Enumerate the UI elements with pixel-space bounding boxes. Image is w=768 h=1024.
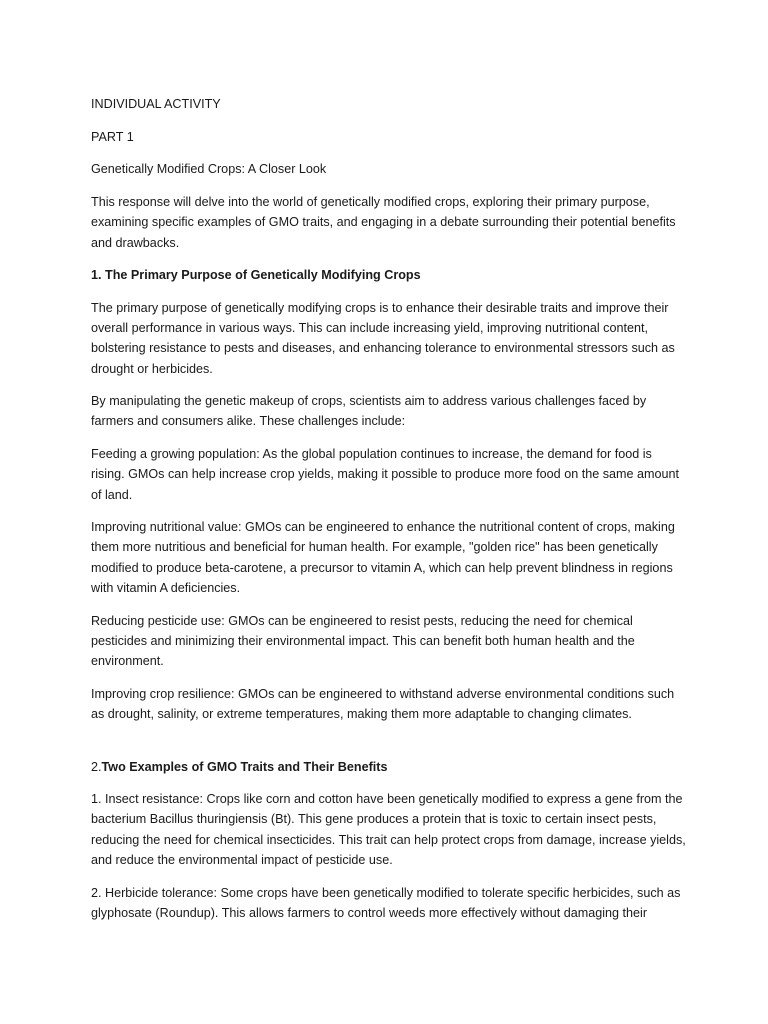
document-title: Genetically Modified Crops: A Closer Look [91, 162, 327, 177]
section-1-paragraph: The primary purpose of genetically modifying crops is to enhance their desirable traits and improve their overall performance in various ways. This can include increasing yield, improving nutritional content, bolstering resistance to pests and diseases, and enhancing tolerance to environmental stressors such as drought or herbicides. [91, 300, 675, 376]
section-2-heading-number: 2. [91, 759, 102, 774]
section-2-paragraph: 1. Insect resistance: Crops like corn and cotton have been genetically modified to express a gene from the bacterium Bacillus thuringiensis (Bt). This gene produces a protein that is toxic to certain insect pests, reducing the need for chemical insecticides. This trait can help protect crops from damage, increase yields, and reduce the environmental impact of pesticide use. [91, 792, 686, 867]
document-body [91, 94, 687, 936]
section-2-paragraph: 2. Herbicide tolerance: Some crops have been genetically modified to tolerate specific herbicides, such as glyphosate (Roundup). This allows farmers to control weeds more effectively without damaging their [91, 885, 681, 920]
blank-line [91, 737, 687, 757]
section-2-heading-text: Two Examples of GMO Traits and Their Benefits [101, 759, 388, 774]
section-1-heading: 1. The Primary Purpose of Genetically Modifying Crops [91, 268, 421, 283]
section-2-heading [91, 757, 687, 777]
section-1-paragraph: Feeding a growing population: As the global population continues to increase, the demand for food is rising. GMOs can help increase crop yields, making it possible to produce more food on the same amount of land. [91, 447, 680, 502]
part-label: PART 1 [91, 129, 134, 144]
section-1-paragraph: By manipulating the genetic makeup of crops, scientists aim to address various challenges faced by farmers and consumers alike. These challenges include: [91, 394, 647, 429]
section-1-paragraph: Improving nutritional value: GMOs can be engineered to enhance the nutritional content of crops, making them more nutritious and beneficial for human health. For example, "golden rice" has been genetically modified to produce beta-carotene, a precursor to vitamin A, which can help prevent blindness in regions with vitamin A deficiencies. [91, 520, 675, 595]
section-1-paragraph: Improving crop resilience: GMOs can be engineered to withstand adverse environmental conditions such as drought, salinity, or extreme temperatures, making them more adaptable to changing climates. [91, 686, 675, 721]
intro-paragraph: This response will delve into the world of genetically modified crops, exploring their primary purpose, examining specific examples of GMO traits, and engaging in a debate surrounding their potential benefits and drawbacks. [91, 195, 676, 250]
activity-label: INDIVIDUAL ACTIVITY [91, 97, 221, 111]
section-1-paragraph: Reducing pesticide use: GMOs can be engineered to resist pests, reducing the need for chemical pesticides and minimizing their environmental impact. This can benefit both human health and the environment. [91, 613, 635, 668]
